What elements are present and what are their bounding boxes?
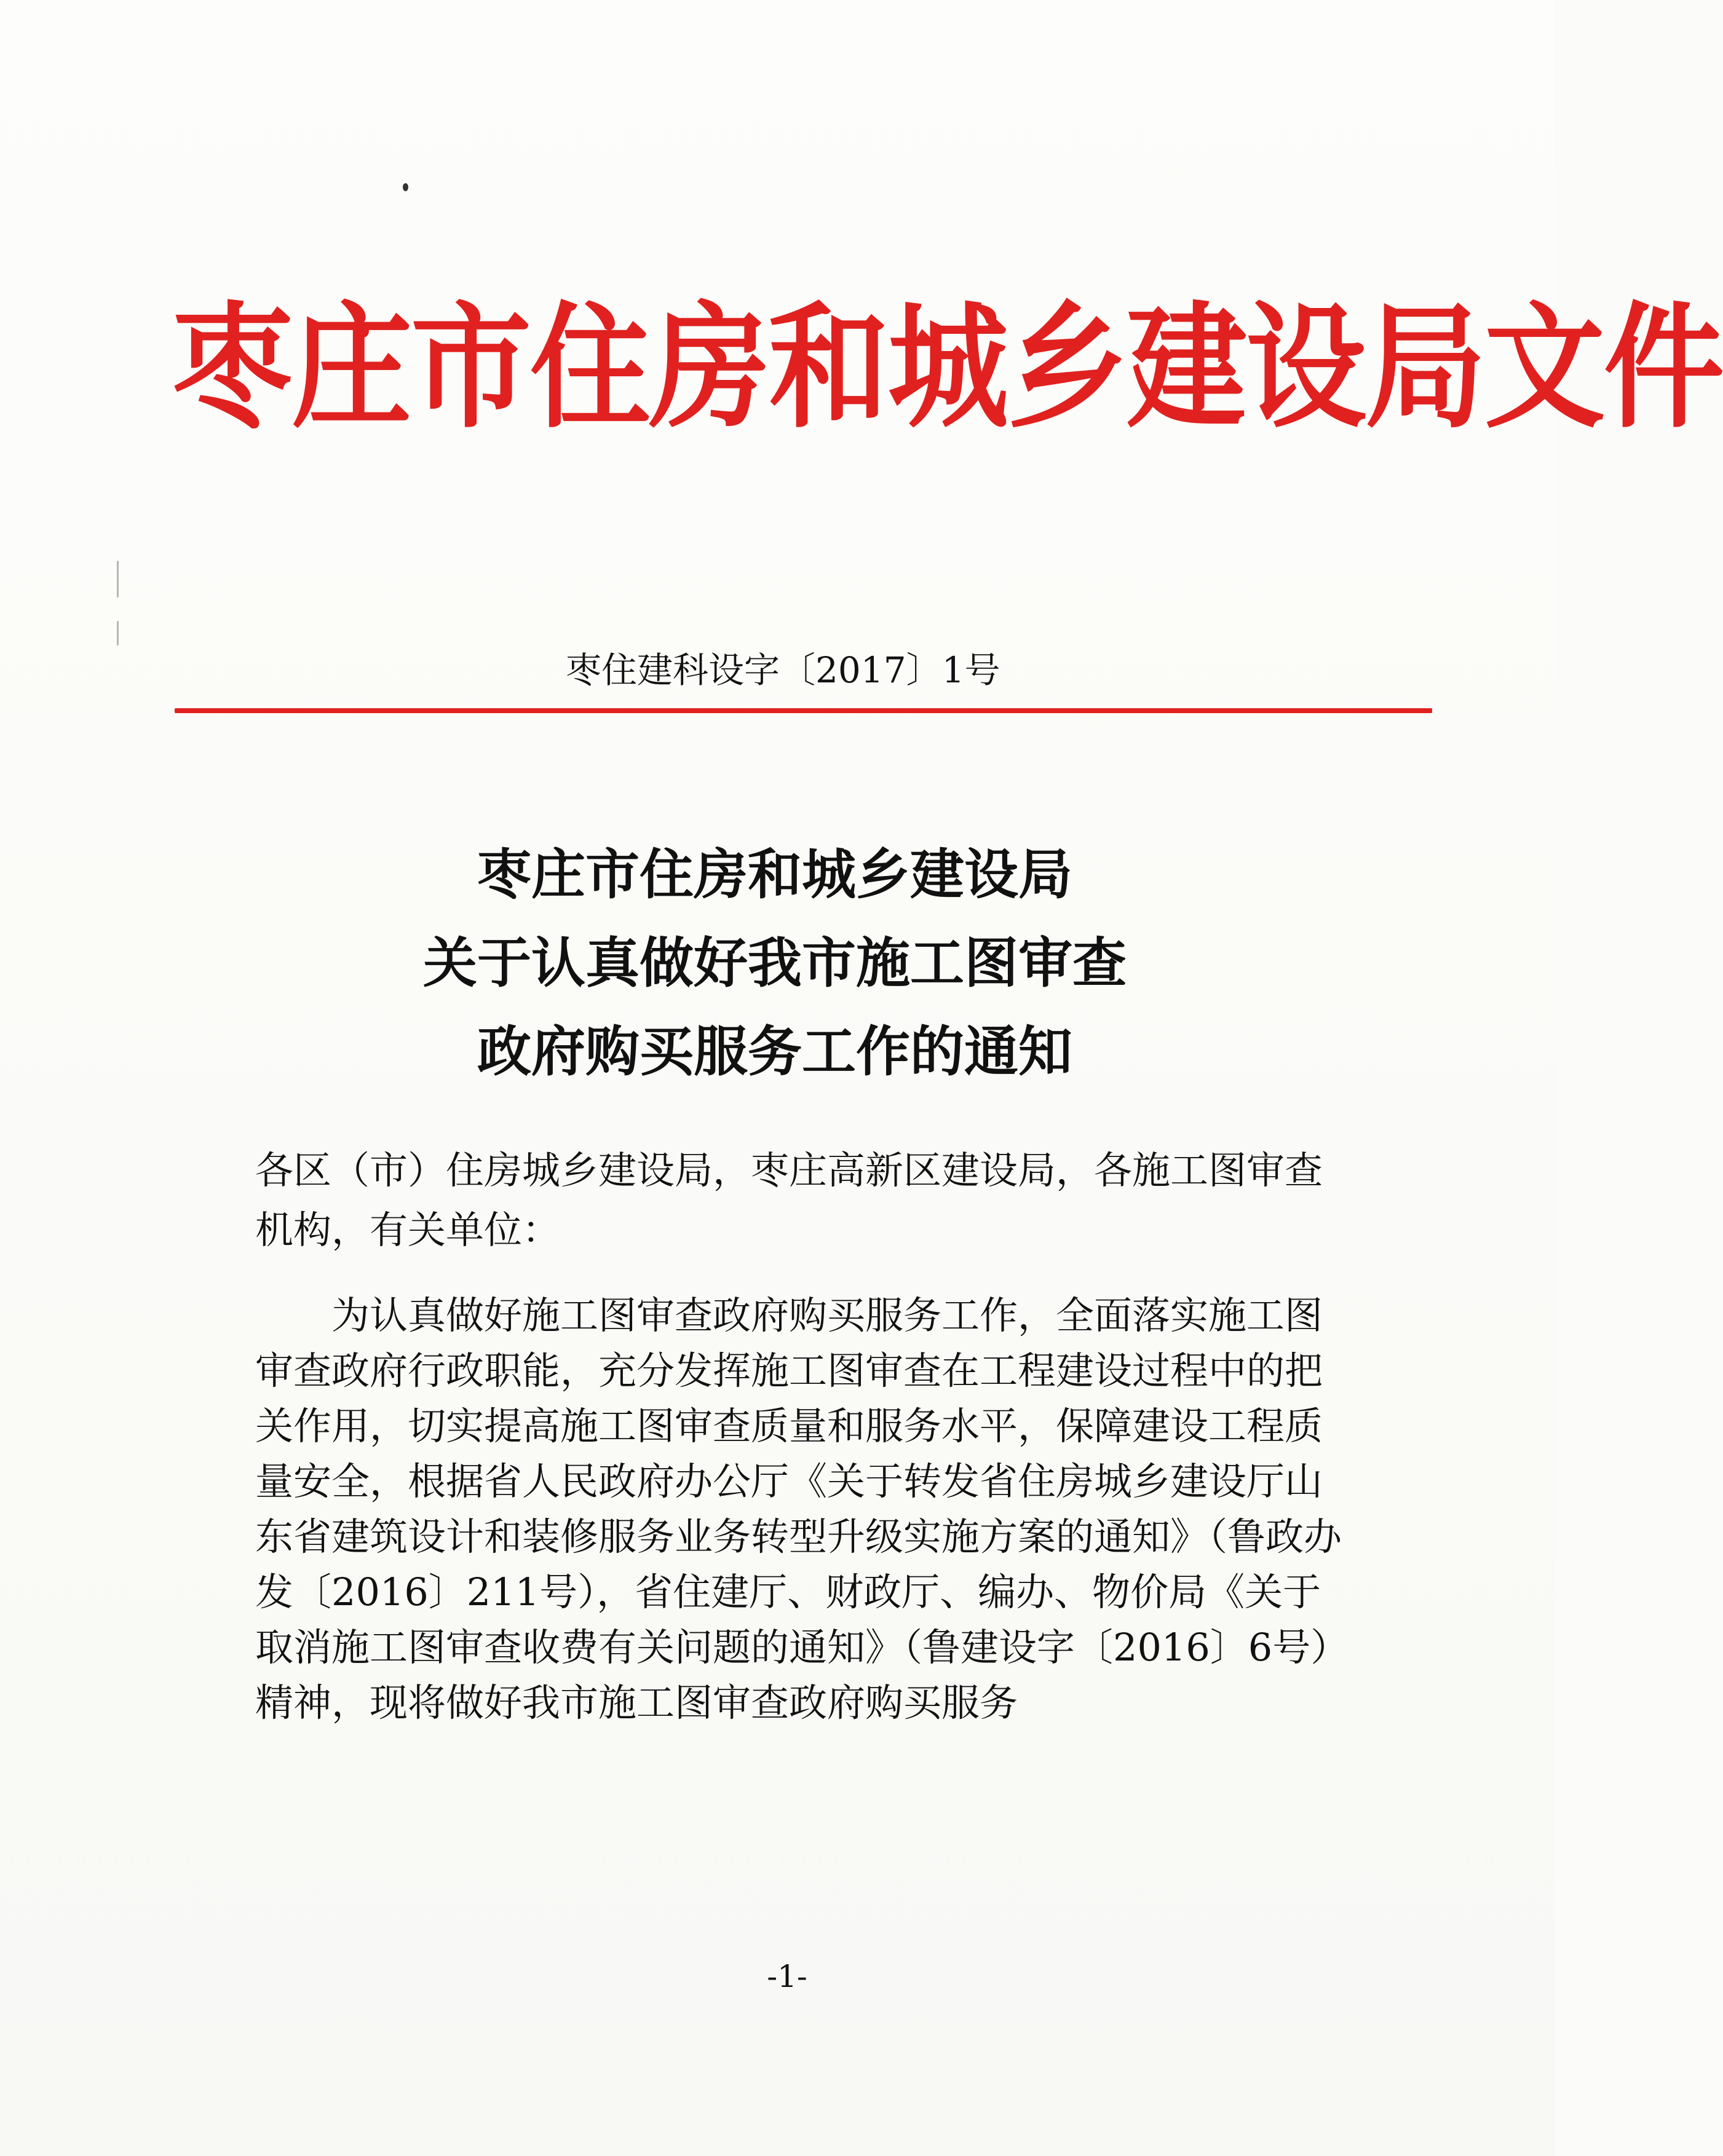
masthead-title: 枣庄市住房和城乡建设局文件 bbox=[172, 288, 1723, 447]
title-line-2: 关于认真做好我市施工图审查 bbox=[422, 931, 1127, 995]
addressee-paragraph: 各区（市）住房城乡建设局，枣庄高新区建设局，各施工图审查机构，有关单位： bbox=[255, 1148, 1323, 1252]
title-line-3: 政府购买服务工作的通知 bbox=[477, 1019, 1072, 1083]
notice-title bbox=[221, 830, 1328, 1096]
scan-speck bbox=[117, 561, 119, 598]
document-number: 枣住建科设字〔2017〕1号 bbox=[566, 649, 1000, 691]
body-paragraph: 为认真做好施工图审查政府购买服务工作，全面落实施工图审查政府行政职能，充分发挥施工图审查在工程建设过程中的把关作用，切实提高施工图审查质量和服务水平，保障建设工程质量安全，根据省人民政府办公厅《关于转发省住房城乡建设厅山东省建筑设计和装修服务业务转型升级实施方案的通知》（鲁政办发〔2016〕211号），省住建厅、财政厅、编办、物价局《关于取消施工图审查收费有关问题的通知》（鲁建设字〔2016〕6号）精神，现将做好我市施工图审查政府购买服务 bbox=[255, 1293, 1349, 1725]
page-number: -1- bbox=[767, 1959, 807, 1994]
title-line-1: 枣庄市住房和城乡建设局 bbox=[477, 842, 1072, 906]
red-separator-line bbox=[175, 708, 1432, 713]
scan-speck bbox=[117, 621, 119, 646]
scan-speck bbox=[403, 183, 408, 191]
